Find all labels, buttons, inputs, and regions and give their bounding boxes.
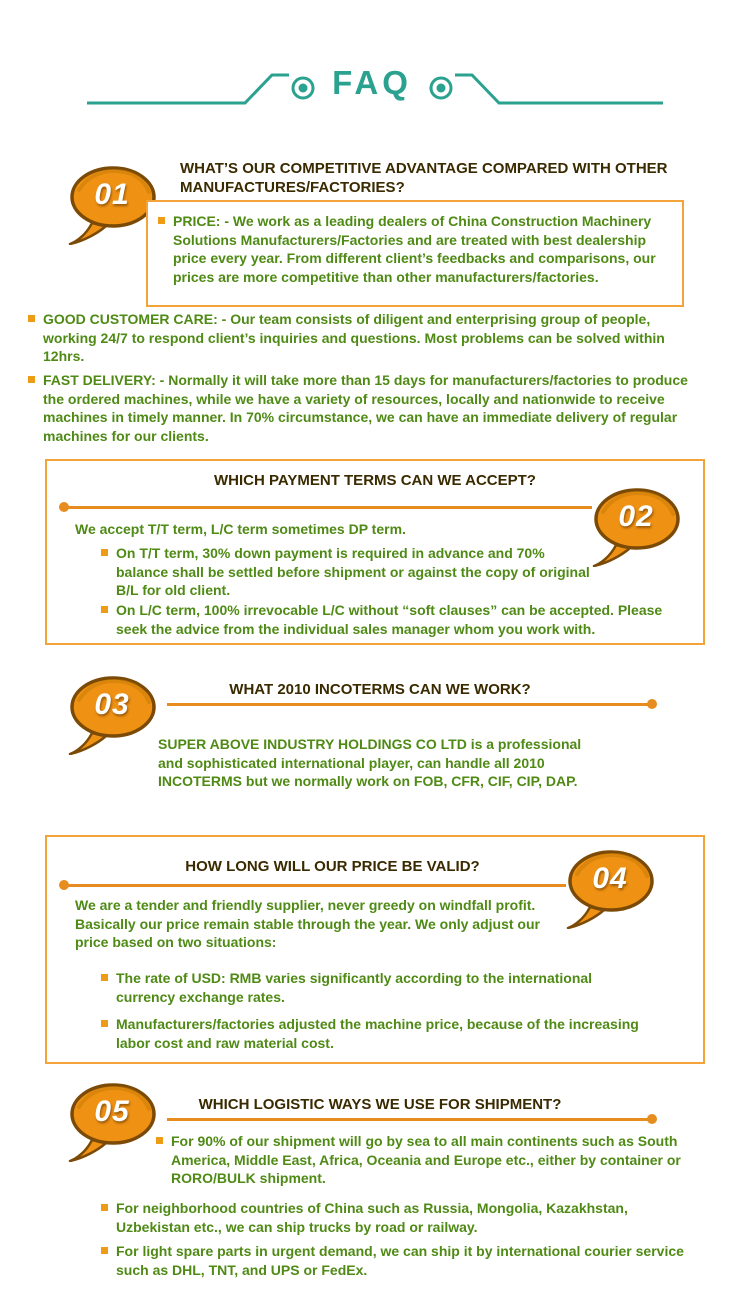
answer-1-fast-delivery: FAST DELIVERY: - Normally it will take more than 15 days for manufacturers/factories to produce the ordered machines, while we have a variety of resources, locally and nationwide to receive machines in timely manner. In 70% circumstance, we can have an immediate delivery of regular machines for our clients. (43, 372, 688, 444)
question-underline (167, 703, 653, 706)
badge-03-number: 03 (94, 688, 130, 721)
answer-bullet (101, 601, 697, 638)
line-end-dot (647, 1114, 657, 1124)
line-end-dot (59, 502, 69, 512)
line-end-dot (59, 880, 69, 890)
bullet-square-icon (156, 1137, 163, 1144)
question-3: WHAT 2010 INCOTERMS CAN WE WORK? (229, 681, 531, 698)
question-4: HOW LONG WILL OUR PRICE BE VALID? (185, 858, 480, 875)
answer-bullet (101, 544, 593, 600)
badge-04 (564, 849, 656, 929)
question-underline (167, 1118, 653, 1121)
answer-bullet (158, 212, 670, 286)
answer-5-sea: For 90% of our shipment will go by sea to all main continents such as South America, Middle East, Africa, Oceania and Europe etc., either by container or RORO/BULK shipment. (171, 1133, 681, 1186)
answer-bullet (28, 371, 700, 445)
answer-5-courier: For light spare parts in urgent demand, we can ship it by international courier service such as DHL, TNT, and UPS or FedEx. (116, 1243, 684, 1278)
answer-1-customer-care: GOOD CUSTOMER CARE: - Our team consists of diligent and enterprising group of people, working 24/7 to respond client’s inquiries and questions. Most problems can be solved within 12hrs. (43, 311, 665, 364)
answer-2-intro: We accept T/T term, L/C term sometimes DP term. (75, 521, 406, 537)
bullet-square-icon (101, 974, 108, 981)
bullet-square-icon (101, 1247, 108, 1254)
answer-bullet (156, 1132, 688, 1188)
answer-bullet (101, 969, 646, 1006)
bullet-square-icon (28, 376, 35, 383)
badge-01-number: 01 (94, 178, 130, 211)
answer-bullet (101, 1199, 705, 1236)
badge-02-number: 02 (618, 500, 654, 533)
answer-4-intro: We are a tender and friendly supplier, never greedy on windfall profit. Basically our price remain stable through the year. We only adjust our price based on two situations: (75, 897, 540, 950)
answer-bullet (28, 310, 696, 366)
question-2: WHICH PAYMENT TERMS CAN WE ACCEPT? (214, 472, 536, 489)
question-underline (64, 506, 592, 509)
page-title: FAQ (332, 64, 412, 101)
bullet-square-icon (101, 549, 108, 556)
question-1: WHAT’S OUR COMPETITIVE ADVANTAGE COMPARED WITH OTHER MANUFACTURES/FACTORIES? (180, 160, 668, 196)
answer-bullet (101, 1015, 646, 1052)
badge-01 (66, 165, 158, 245)
badge-04-number: 04 (592, 862, 628, 895)
answer-3: SUPER ABOVE INDUSTRY HOLDINGS CO LTD is a professional and sophisticated international player, can handle all 2010 INCOTERMS but we normally work on FOB, CFR, CIF, CIP, DAP. (158, 736, 582, 789)
badge-05 (66, 1082, 158, 1162)
bullet-square-icon (101, 1020, 108, 1027)
answer-5-road-railway: For neighborhood countries of China such as Russia, Mongolia, Kazakhstan, Uzbekistan etc., we can ship trucks by road or railway. (116, 1200, 628, 1235)
answer-4-machine-price: Manufacturers/factories adjusted the machine price, because of the increasing labor cost and raw material cost. (116, 1016, 639, 1051)
badge-02 (590, 487, 682, 567)
answer-2-tt-term: On T/T term, 30% down payment is required in advance and 70% balance shall be settled before shipment or against the copy of original B/L for old client. (116, 545, 590, 598)
bullet-square-icon (158, 217, 165, 224)
answer-2-lc-term: On L/C term, 100% irrevocable L/C without “soft clauses” can be accepted. Please seek the advice from the individual sales manager whom you work with. (116, 602, 663, 637)
answer-1-price: PRICE: - We work as a leading dealers of China Construction Machinery Solutions Manufacturers/Factories and are treated with best dealership price every year. From different client’s feedbacks and comparisons, our prices are more competitive than other manufacturers/factories. (173, 213, 656, 285)
line-end-dot (647, 699, 657, 709)
answer-4-exchange-rate: The rate of USD: RMB varies significantly according to the international currency exchange rates. (116, 970, 593, 1005)
question-underline (64, 884, 566, 887)
bullet-square-icon (101, 606, 108, 613)
answer-bullet (101, 1242, 705, 1279)
question-5: WHICH LOGISTIC WAYS WE USE FOR SHIPMENT? (198, 1096, 562, 1113)
badge-05-number: 05 (94, 1095, 130, 1128)
bullet-square-icon (101, 1204, 108, 1211)
bullet-square-icon (28, 315, 35, 322)
